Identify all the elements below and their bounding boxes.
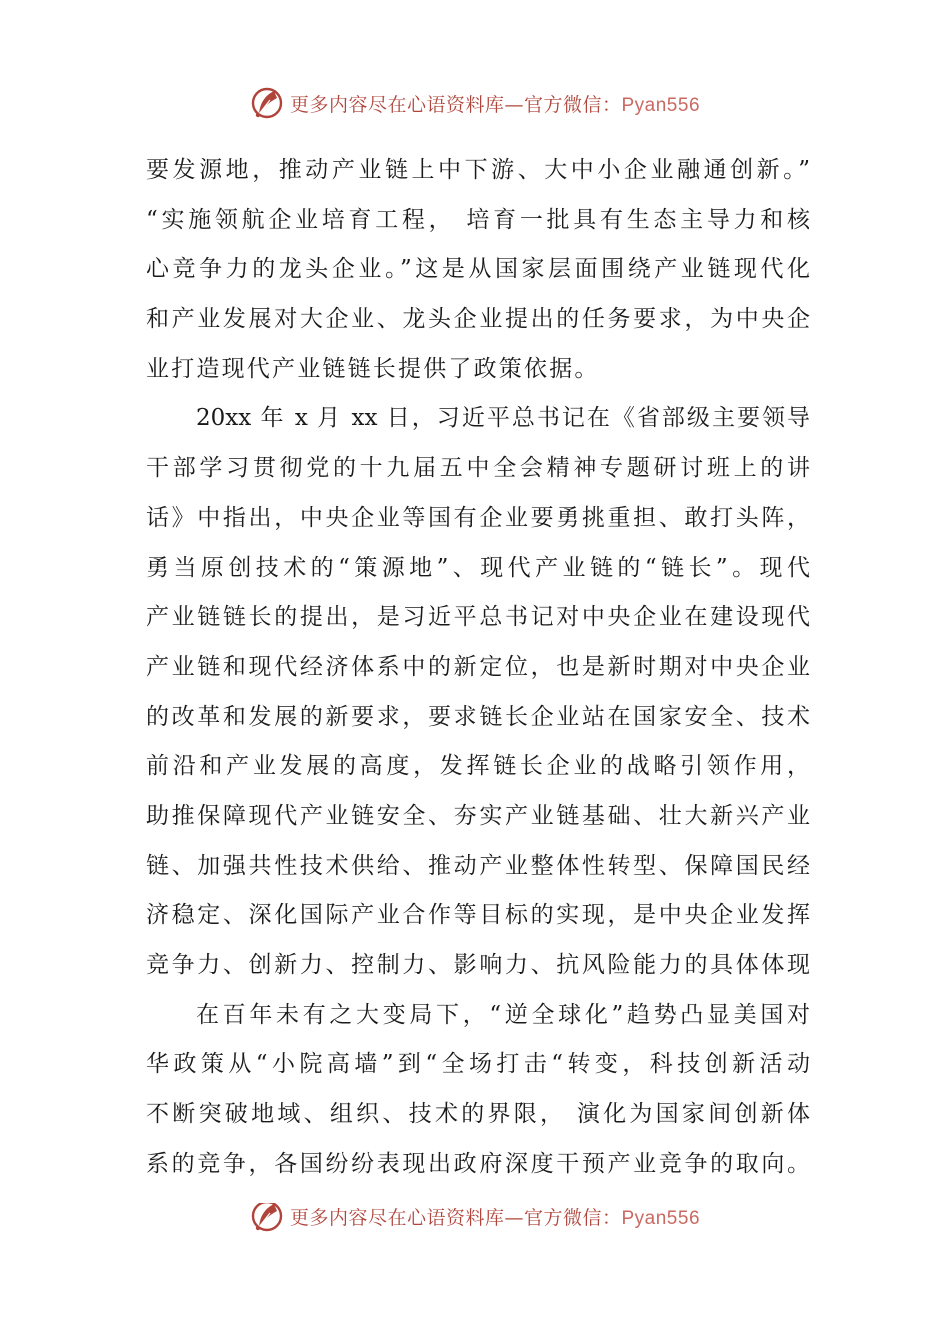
text-line: 产业链链长的提出，是习近平总书记对中央企业在建设现代	[146, 604, 810, 631]
text-line: 的改革和发展的新要求，要求链长企业站在国家安全、技术	[146, 703, 810, 730]
document-body	[146, 146, 810, 1189]
text-line: 要发源地，推动产业链上中下游、大中小企业融通创新。”	[146, 157, 810, 183]
paragraph-start-line: 在百年未有之大变局下，“逆全球化”趋势凸显美国对	[196, 1001, 810, 1028]
text-line: 华政策从“小院高墙”到“全场打击“转变，科技创新活动	[146, 1051, 810, 1078]
text-line: 勇当原创技术的“策源地”、现代产业链的“链长”。现代	[146, 554, 810, 581]
text-line: “实施领航企业培育工程， 培育一批具有生态主导力和核	[146, 206, 810, 233]
text-line: 心竞争力的龙头企业。”这是从国家层面围绕产业链现代化	[146, 256, 810, 283]
header-banner-text: 更多内容尽在心语资料库—官方微信：Pyan556	[289, 93, 701, 116]
text-line: 不断突破地域、组织、技术的界限， 演化为国家间创新体	[146, 1101, 810, 1128]
quill-logo-icon	[250, 1203, 284, 1233]
text-line: 和产业发展对大企业、龙头企业提出的任务要求，为中央企	[146, 306, 810, 333]
text-line: 产业链和现代经济体系中的新定位，也是新时期对中央企业	[146, 653, 810, 680]
text-line: 系的竞争，各国纷纷表现出政府深度干预产业竞争的取向。	[146, 1150, 810, 1177]
text-line: 干部学习贯彻党的十九届五中全会精神专题研讨班上的讲	[146, 455, 810, 482]
header-banner	[0, 83, 950, 123]
text-line: 竞争力、创新力、控制力、影响力、抗风险能力的具体体现	[146, 952, 810, 978]
text-line: 前沿和产业发展的高度，发挥链长企业的战略引领作用，	[146, 753, 810, 780]
footer-banner	[0, 1203, 950, 1239]
text-line: 助推保障现代产业链安全、夯实产业链基础、壮大新兴产业	[146, 802, 810, 829]
footer-banner-text: 更多内容尽在心语资料库—官方微信：Pyan556	[289, 1206, 701, 1229]
text-line: 业打造现代产业链链长提供了政策依据。	[146, 355, 600, 382]
quill-logo-icon	[250, 86, 284, 120]
text-line: 话》中指出，中央企业等国有企业要勇挑重担、敢打头阵，	[146, 504, 810, 531]
text-line: 济稳定、深化国际产业合作等目标的实现，是中央企业发挥	[146, 902, 810, 929]
paragraph-start-line: 20xx 年 x 月 xx 日，习近平总书记在《省部级主要领导	[196, 405, 810, 432]
text-line: 链、加强共性技术供给、推动产业整体性转型、保障国民经	[146, 852, 810, 879]
